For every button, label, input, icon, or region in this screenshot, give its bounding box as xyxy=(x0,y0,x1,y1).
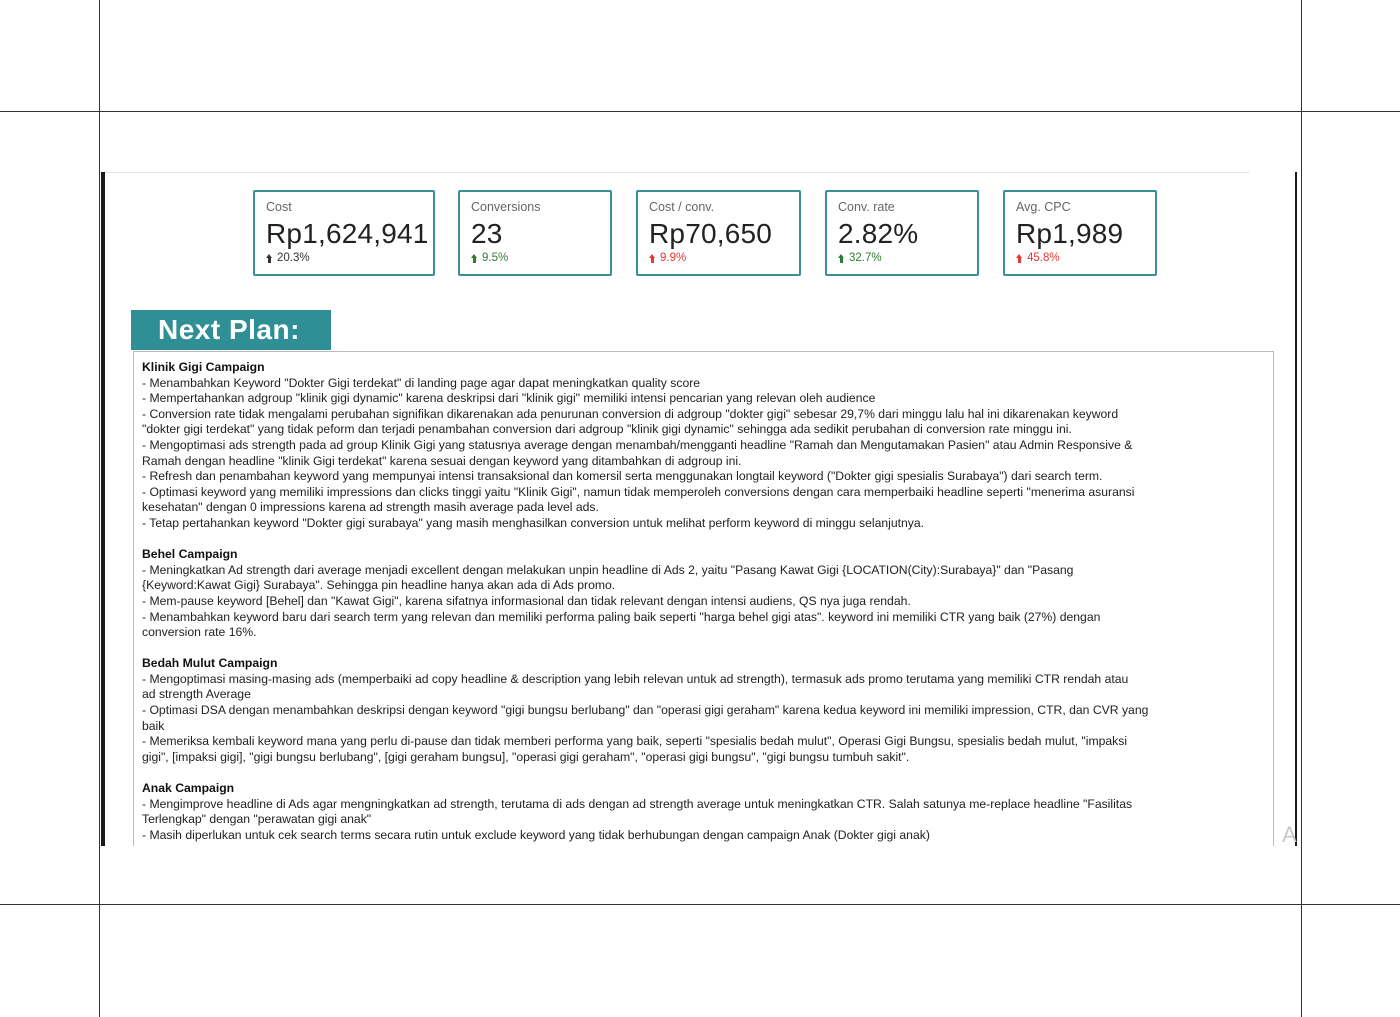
kpi-delta-value: 32.7% xyxy=(849,252,882,264)
plan-text-line: - Memeriksa kembali keyword mana yang perlu di-pause dan tidak memberi performa yang baik, seperti "spesialis bedah mulut", Operasi Gigi Bungsu, spesialis bedah mulut, "impaksi xyxy=(142,734,1128,749)
kpi-delta-value: 9.9% xyxy=(660,252,687,264)
plan-text-line: "dokter gigi terdekat" yang tidak peform dan terjadi penambahan conversion dari adgroup "klinik gigi dynamic" sehingga ada sedikit perubahan di conversion rate minggu ini. xyxy=(142,422,1072,437)
plan-text-line: - Mempertahankan adgroup "klinik gigi dynamic" karena deskripsi dari "klinik gigi" memiliki intensi pencarian yang relevan oleh audience xyxy=(142,391,876,406)
campaign-section-title: Bedah Mulut Campaign xyxy=(142,656,278,671)
kpi-value: Rp70,650 xyxy=(649,218,773,249)
plan-text-line: - Mengimprove headline di Ads agar mengningkatkan ad strength, terutama di ads dengan ad strength average untuk meningkatkan CTR. Salah satunya me-replace headline "Fasilitas xyxy=(142,796,1133,811)
frame-top-line xyxy=(0,111,1400,112)
kpi-delta-value: 45.8% xyxy=(1027,252,1060,264)
kpi-delta xyxy=(838,251,967,265)
plan-text-line: {Keyword:Kawat Gigi} Surabaya". Sehingga pin headline hanya akan ada di Ads promo. xyxy=(142,578,616,593)
frame-bottom-line xyxy=(0,904,1400,905)
kpi-label: Cost xyxy=(266,200,292,214)
kpi-label: Cost / conv. xyxy=(649,200,715,214)
slide-right-border xyxy=(1295,172,1297,846)
arrow-up-icon xyxy=(1016,254,1022,263)
arrow-up-icon xyxy=(266,254,272,263)
kpi-delta xyxy=(471,251,600,265)
campaign-section-title: Klinik Gigi Campaign xyxy=(142,360,265,374)
kpi-card-cost-per-conv[interactable] xyxy=(636,190,801,276)
section-spacer xyxy=(142,532,1265,548)
plan-text-line: - Mengoptimasi masing-masing ads (memperbaiki ad copy headline & description yang lebih relevan untuk ad strength), termasuk ads promo terutama yang memiliki CTR rendah atau xyxy=(142,671,1129,686)
kpi-delta-value: 20.3% xyxy=(277,252,310,264)
kpi-value: Rp1,989 xyxy=(1016,218,1124,249)
kpi-label: Conv. rate xyxy=(838,200,895,214)
plan-text-line: - Optimasi DSA dengan menambahkan deskripsi dengan keyword "gigi bungsu berlubang" dan "operasi gigi geraham" karena kedua keyword ini memiliki impression, CTR, dan CVR yang xyxy=(142,703,1149,718)
plan-text-line: - Tetap pertahankan keyword "Dokter gigi surabaya" yang masih menghasilkan conversion untuk melihat perform keyword di minggu selanjutnya. xyxy=(142,515,925,530)
kpi-value: 2.82% xyxy=(838,218,919,249)
next-plan-heading: Next Plan: xyxy=(131,310,331,350)
plan-text-line: - Masih diperlukan untuk cek search terms secara rutin untuk exclude keyword yang tidak berhubungan dengan campaign Anak (Dokter gigi anak) xyxy=(142,827,930,842)
section-spacer xyxy=(142,641,1265,657)
plan-text-line: ad strength Average xyxy=(142,687,251,702)
next-plan-textbox[interactable] xyxy=(133,351,1274,846)
plan-text-line: - Mengoptimasi ads strength pada ad group Klinik Gigi yang statusnya average dengan menambah/mengganti headline "Ramah dan Mengutamakan Pasien" atau Admin Responsive & xyxy=(142,437,1133,452)
kpi-card-avg-cpc[interactable] xyxy=(1003,190,1157,276)
plan-text-line: - Conversion rate tidak mengalami perubahan signifikan dikarenakan ada penurunan conversion di adgroup "dokter gigi" sebesar 29,7% dari minggu lalu hal ini dikarenakan keyword xyxy=(142,406,1119,421)
slide-left-border xyxy=(101,172,105,846)
plan-text-line: - Refresh dan penambahan keyword yang mempunyai intensi transaksional dan komersil serta menggunakan longtail keyword ("Dokter gigi spesialis Surabaya") dari search term. xyxy=(142,469,1103,484)
plan-text-line: baik xyxy=(142,718,165,733)
kpi-value: Rp1,624,941 xyxy=(266,218,429,249)
campaign-section-title: Behel Campaign xyxy=(142,547,238,562)
frame-right-line xyxy=(1301,0,1302,1017)
plan-text-line: gigi", [impaksi gigi], "gigi bungsu berlubang", [gigi geraham bungsu], "operasi gigi geraham", "operasi gigi bungsu", "gigi bungsu tumbuh sakit". xyxy=(142,749,910,764)
kpi-label: Avg. CPC xyxy=(1016,200,1071,214)
kpi-card-cost[interactable] xyxy=(253,190,435,276)
plan-text-line: - Mem-pause keyword [Behel] dan "Kawat Gigi", karena sifatnya informasional dan tidak relevant dengan intensi audiens, QS nya juga rendah. xyxy=(142,593,911,608)
plan-text-line: Terlengkap" dengan "perawatan gigi anak" xyxy=(142,812,372,827)
kpi-delta xyxy=(266,251,423,265)
plan-text-line: kesehatan" dengan 0 impressions karena ad strength masih average pada level ads. xyxy=(142,500,599,515)
kpi-card-conversions[interactable] xyxy=(458,190,612,276)
kpi-value: 23 xyxy=(471,218,503,249)
plan-text-line: Ramah dengan headline "klinik Gigi terdekat" karena sesuai dengan keyword yang ditambahkan di adgroup ini. xyxy=(142,453,742,468)
section-spacer xyxy=(142,765,1265,781)
kpi-delta xyxy=(649,251,789,265)
arrow-up-icon xyxy=(649,254,655,263)
corner-mark: A xyxy=(1282,822,1297,847)
arrow-up-icon xyxy=(838,254,844,263)
kpi-delta-value: 9.5% xyxy=(482,252,509,264)
plan-text-line: - Optimasi keyword yang memiliki impressions dan clicks tinggi yaitu "Klinik Gigi", namun tidak memperoleh conversions dengan cara memperbaiki headline seperti "menerima asuransi xyxy=(142,484,1135,499)
kpi-delta xyxy=(1016,251,1145,265)
campaign-section-title: Anak Campaign xyxy=(142,781,235,796)
arrow-up-icon xyxy=(471,254,477,263)
plan-text-line: conversion rate 16%. xyxy=(142,625,257,640)
kpi-card-conv-rate[interactable] xyxy=(825,190,979,276)
plan-text-line: - Meningkatkan Ad strength dari average menjadi excellent dengan melakukan unpin headline di Ads 2, yaitu "Pasang Kawat Gigi {LOCATION(City):Surabaya}" dan "Pasang xyxy=(142,562,1074,577)
kpi-label: Conversions xyxy=(471,200,541,214)
plan-text-line: - Menambahkan Keyword "Dokter Gigi terdekat" di landing page agar dapat meningkatkan quality score xyxy=(142,375,701,390)
plan-text-line: - Menambahkan keyword baru dari search term yang relevan dan memiliki performa paling baik seperti "harga behel gigi atas". keyword ini memiliki CTR yang baik (27%) dengan xyxy=(142,609,1101,624)
slide-top-edge xyxy=(105,172,1250,173)
frame-left-line xyxy=(99,0,100,1017)
